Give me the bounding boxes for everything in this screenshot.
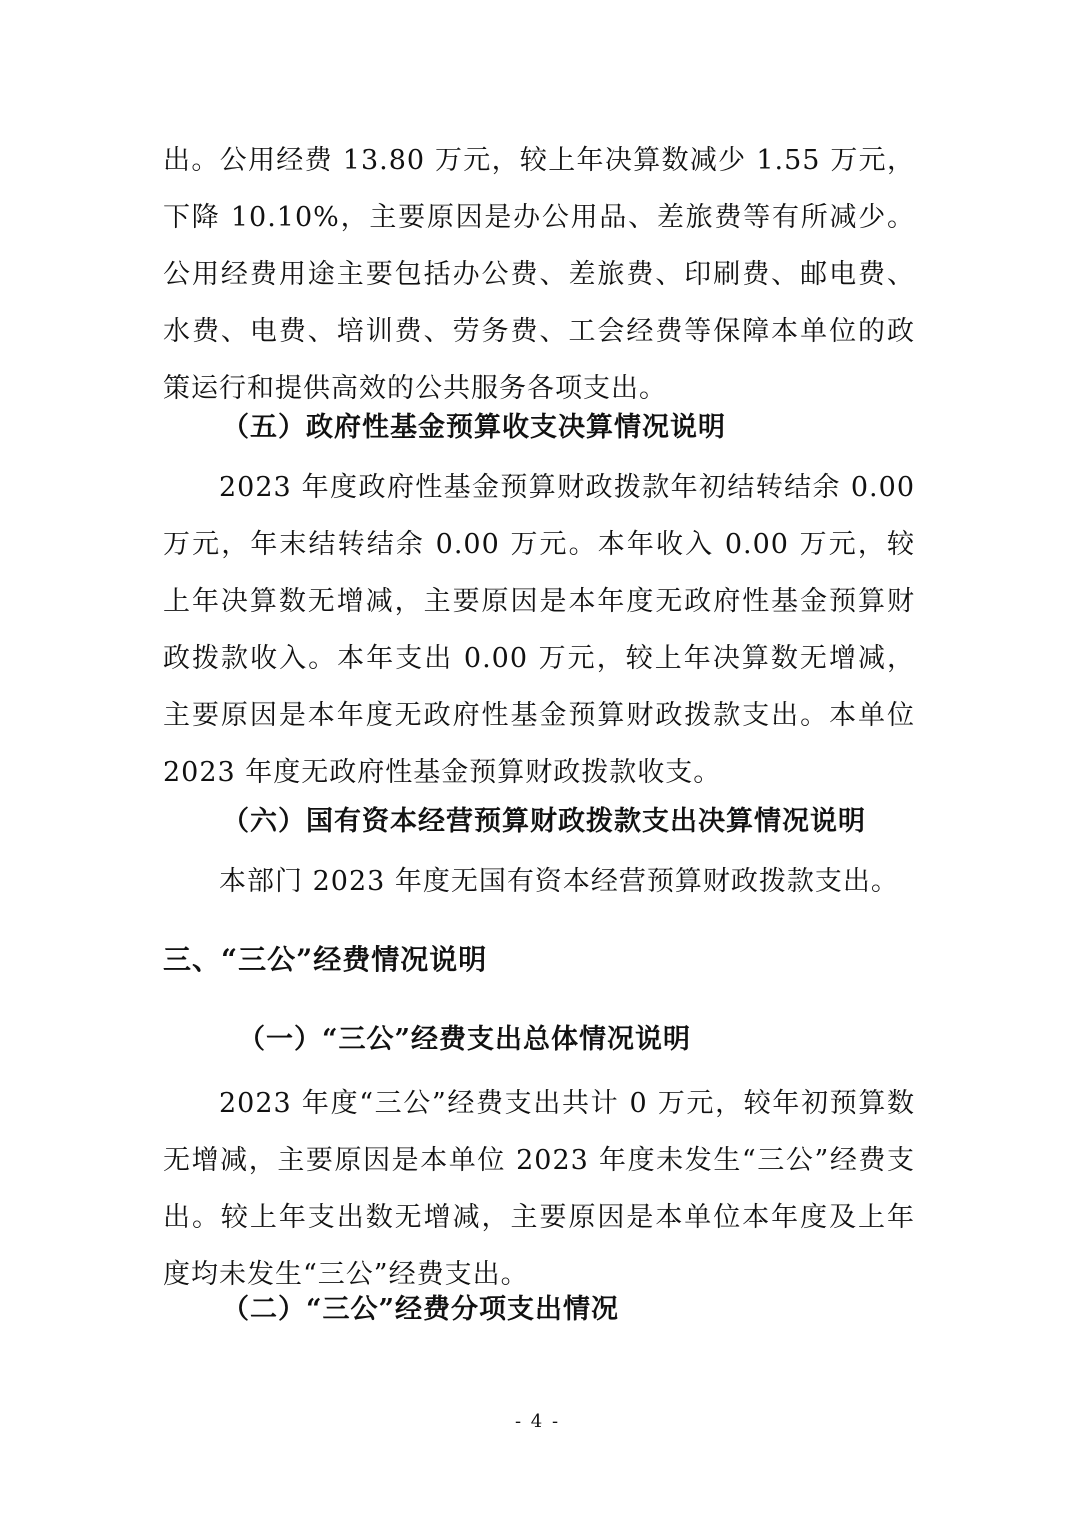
paragraph-three-public-overall: 2023 年度“三公”经费支出共计 0 万元，较年初预算数无增减，主要原因是本单位 2023 年度未发生“三公”经费支出。较上年支出数无增减，主要原因是本单位本年度及上年度均未发生“三公”经费支出。 (163, 1088, 915, 1290)
paragraph-public-funds: 出。公用经费 13.80 万元，较上年决算数减少 1.55 万元，下降 10.10%，主要原因是办公用品、差旅费等有所减少。公用经费用途主要包括办公费、差旅费、印刷费、邮电费、水费、电费、培训费、劳务费、工会经费等保障本单位的政策运行和提供高效的公共服务各项支出。 (163, 145, 915, 404)
heading-gov-fund-budget: （五）政府性基金预算收支决算情况说明 (222, 412, 726, 443)
paragraph-gov-fund-budget: 2023 年度政府性基金预算财政拨款年初结转结余 0.00 万元，年末结转结余 0.00 万元。本年收入 0.00 万元，较上年决算数无增减，主要原因是本年度无政府性基金预算财政拨款收入。本年支出 0.00 万元，较上年决算数无增减，主要原因是本年度无政府性基金预算财政拨款支出。本单位 2023 年度无政府性基金预算财政拨款收支。 (163, 472, 915, 788)
paragraph-state-capital-budget: 本部门 2023 年度无国有资本经营预算财政拨款支出。 (219, 866, 899, 897)
section-title-three-public: 三、“三公”经费情况说明 (163, 943, 488, 976)
heading-three-public-itemized: （二）“三公”经费分项支出情况 (222, 1294, 620, 1325)
heading-state-capital-budget: （六）国有资本经营预算财政拨款支出决算情况说明 (222, 806, 866, 837)
page-number: - 4 - (514, 1411, 561, 1432)
heading-three-public-overall: （一）“三公”经费支出总体情况说明 (238, 1024, 692, 1055)
